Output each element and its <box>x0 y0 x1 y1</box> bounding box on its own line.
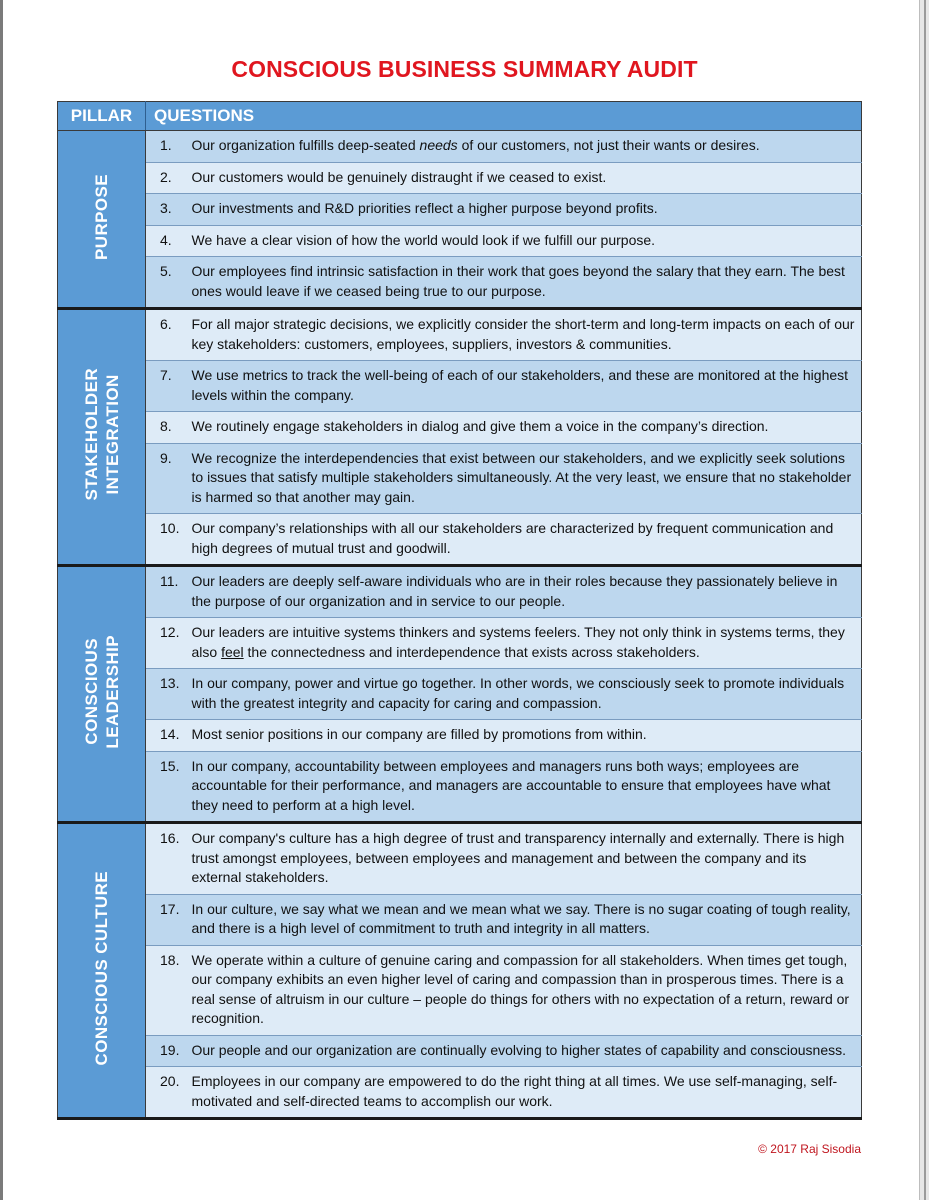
question-text-part: We routinely engage stakeholders in dialog and give them a voice in the company’s direction. <box>191 418 769 434</box>
question-text-part: In our company, accountability between employees and managers runs both ways; employees are accountable for their performance, and managers are accountable to ensure that employees have what they need to perform at a high level. <box>191 757 831 813</box>
table-row <box>58 945 862 1035</box>
question-text-part: Employees in our company are empowered to do the right thing at all times. We use self-managing, self-motivated and self-directed teams to accomplish our work. <box>191 1073 838 1109</box>
page-title: CONSCIOUS BUSINESS SUMMARY AUDIT <box>231 56 698 82</box>
table-row <box>58 225 862 257</box>
table-row <box>58 514 862 566</box>
table-row <box>58 720 862 752</box>
table-row <box>58 443 862 514</box>
question-text <box>192 751 862 823</box>
table-header-row <box>58 102 862 131</box>
table-row <box>58 131 862 163</box>
question-text-part: We recognize the interdependencies that exist between our stakeholders, and we explicitly seek solutions to issues that satisfy multiple stakeholders simultaneously. At the very least, we ensure that no stakeholder is harmed so that another may gain. <box>191 449 852 505</box>
question-text-part: Our company’s relationships with all our stakeholders are characterized by frequent communication and high degrees of mutual trust and goodwill. <box>191 520 834 556</box>
question-text-part: We operate within a culture of genuine caring and compassion for all stakeholders. When times get tough, our company exhibits an even higher level of caring and compassion than in prosperous times. There is a real sense of altruism in our culture – people do things for others with no expectation of a return, reward or recognition. <box>191 951 850 1026</box>
question-number: 17. <box>146 894 192 945</box>
pillar-label: PURPOSE <box>92 173 111 260</box>
question-text-part: Our leaders are intuitive systems thinkers and systems feelers. They not only think in systems terms, they also <box>191 624 845 660</box>
pillar-cell <box>58 131 146 309</box>
question-text <box>192 361 862 412</box>
table-row <box>58 823 862 895</box>
question-number: 20. <box>146 1067 192 1119</box>
question-text <box>192 514 862 566</box>
question-text <box>192 131 862 163</box>
question-text-part: Our company's culture has a high degree of trust and transparency internally and externally. There is high trust amongst employees, between employees and management and between the company and its external stakeholders. <box>191 830 845 885</box>
question-text-part: Our customers would be genuinely distraught if we ceased to exist. <box>191 168 607 185</box>
question-number: 8. <box>146 412 192 444</box>
question-text-part: Our organization fulfills deep-seated <box>191 137 420 153</box>
question-text-part: We use metrics to track the well-being of each of our stakeholders, and these are monitored at the highest levels within the company. <box>191 367 849 403</box>
table-row <box>58 1067 862 1119</box>
table-row <box>58 412 862 444</box>
audit-table-body <box>58 131 862 1119</box>
table-row <box>58 566 862 618</box>
question-text <box>192 618 862 669</box>
question-text-part: Our people and our organization are continually evolving to higher states of capability and consciousness. <box>191 1041 847 1058</box>
question-text <box>192 945 862 1035</box>
question-text <box>192 894 862 945</box>
question-number: 5. <box>146 257 192 309</box>
question-text-part: We have a clear vision of how the world would look if we fulfill our purpose. <box>191 231 656 248</box>
question-text <box>192 162 862 194</box>
question-text-part: Our investments and R&D priorities reflect a higher purpose beyond profits. <box>191 200 658 216</box>
question-text-part: In our culture, we say what we mean and we mean what we say. There is no sugar coating of tough reality, and there is a high level of commitment to truth and integrity in all matters. <box>191 900 851 936</box>
question-number: 18. <box>146 945 192 1035</box>
table-row <box>58 751 862 823</box>
question-number: 2. <box>146 162 192 194</box>
table-row <box>58 361 862 412</box>
pillar-cell <box>58 566 146 823</box>
question-number: 4. <box>146 225 192 257</box>
question-text-part: Most senior positions in our company are filled by promotions from within. <box>191 726 647 742</box>
table-row <box>58 669 862 720</box>
question-text <box>192 566 862 618</box>
question-text <box>192 257 862 309</box>
copyright-notice: © 2017 Raj Sisodia <box>758 1142 861 1156</box>
table-row <box>58 618 862 669</box>
question-text-part: of our customers, not just their wants or desires. <box>457 137 760 153</box>
question-text <box>192 225 862 257</box>
question-number: 16. <box>146 823 192 895</box>
question-text <box>192 309 862 361</box>
question-text-underline: feel <box>221 643 244 660</box>
question-text <box>192 412 862 444</box>
question-number: 19. <box>146 1035 192 1067</box>
question-number: 6. <box>146 309 192 361</box>
question-text <box>192 443 862 514</box>
table-row <box>58 257 862 309</box>
pillar-cell <box>58 309 146 566</box>
question-text <box>192 669 862 720</box>
question-number: 10. <box>146 514 192 566</box>
question-text-part: For all major strategic decisions, we explicitly consider the short-term and long-term impacts on each of our key stakeholders: customers, employees, suppliers, investors & communities. <box>191 316 855 352</box>
question-text-part: In our company, power and virtue go together. In other words, we consciously seek to promote individuals with the greatest integrity and capacity for caring and compassion. <box>191 675 845 711</box>
table-row <box>58 194 862 226</box>
page-edge-left <box>0 0 3 1200</box>
table-row <box>58 894 862 945</box>
question-text-part: the connectedness and interdependence that exists across stakeholders. <box>243 643 700 660</box>
pillar-label: STAKEHOLDER INTEGRATION <box>81 368 122 501</box>
question-number: 9. <box>146 443 192 514</box>
page-edge-right <box>919 0 929 1200</box>
question-text <box>192 823 862 895</box>
question-text <box>192 1035 862 1067</box>
question-text-part: Our employees find intrinsic satisfaction in their work that goes beyond the salary that they earn. The best ones would leave if we ceased being true to our purpose. <box>191 263 845 299</box>
question-number: 12. <box>146 618 192 669</box>
pillar-label: CONSCIOUS CULTURE <box>92 870 111 1066</box>
question-number: 11. <box>146 566 192 618</box>
pillar-cell <box>58 823 146 1119</box>
question-number: 15. <box>146 751 192 823</box>
header-questions: QUESTIONS <box>146 102 862 131</box>
question-text-part: Our leaders are deeply self-aware individuals who are in their roles because they passionately believe in the purpose of our organization and in service to our people. <box>191 573 838 609</box>
table-row <box>58 1035 862 1067</box>
header-pillar: PILLAR <box>58 102 146 131</box>
audit-table <box>57 101 862 1120</box>
question-number: 14. <box>146 720 192 752</box>
question-text <box>192 194 862 226</box>
question-number: 1. <box>146 131 192 163</box>
question-text <box>192 1067 862 1119</box>
pillar-label: CONSCIOUS LEADERSHIP <box>81 634 122 749</box>
question-number: 7. <box>146 361 192 412</box>
question-text <box>192 720 862 752</box>
question-text-italic: needs <box>419 137 458 153</box>
question-number: 3. <box>146 194 192 226</box>
table-row <box>58 309 862 361</box>
table-row <box>58 162 862 194</box>
question-number: 13. <box>146 669 192 720</box>
